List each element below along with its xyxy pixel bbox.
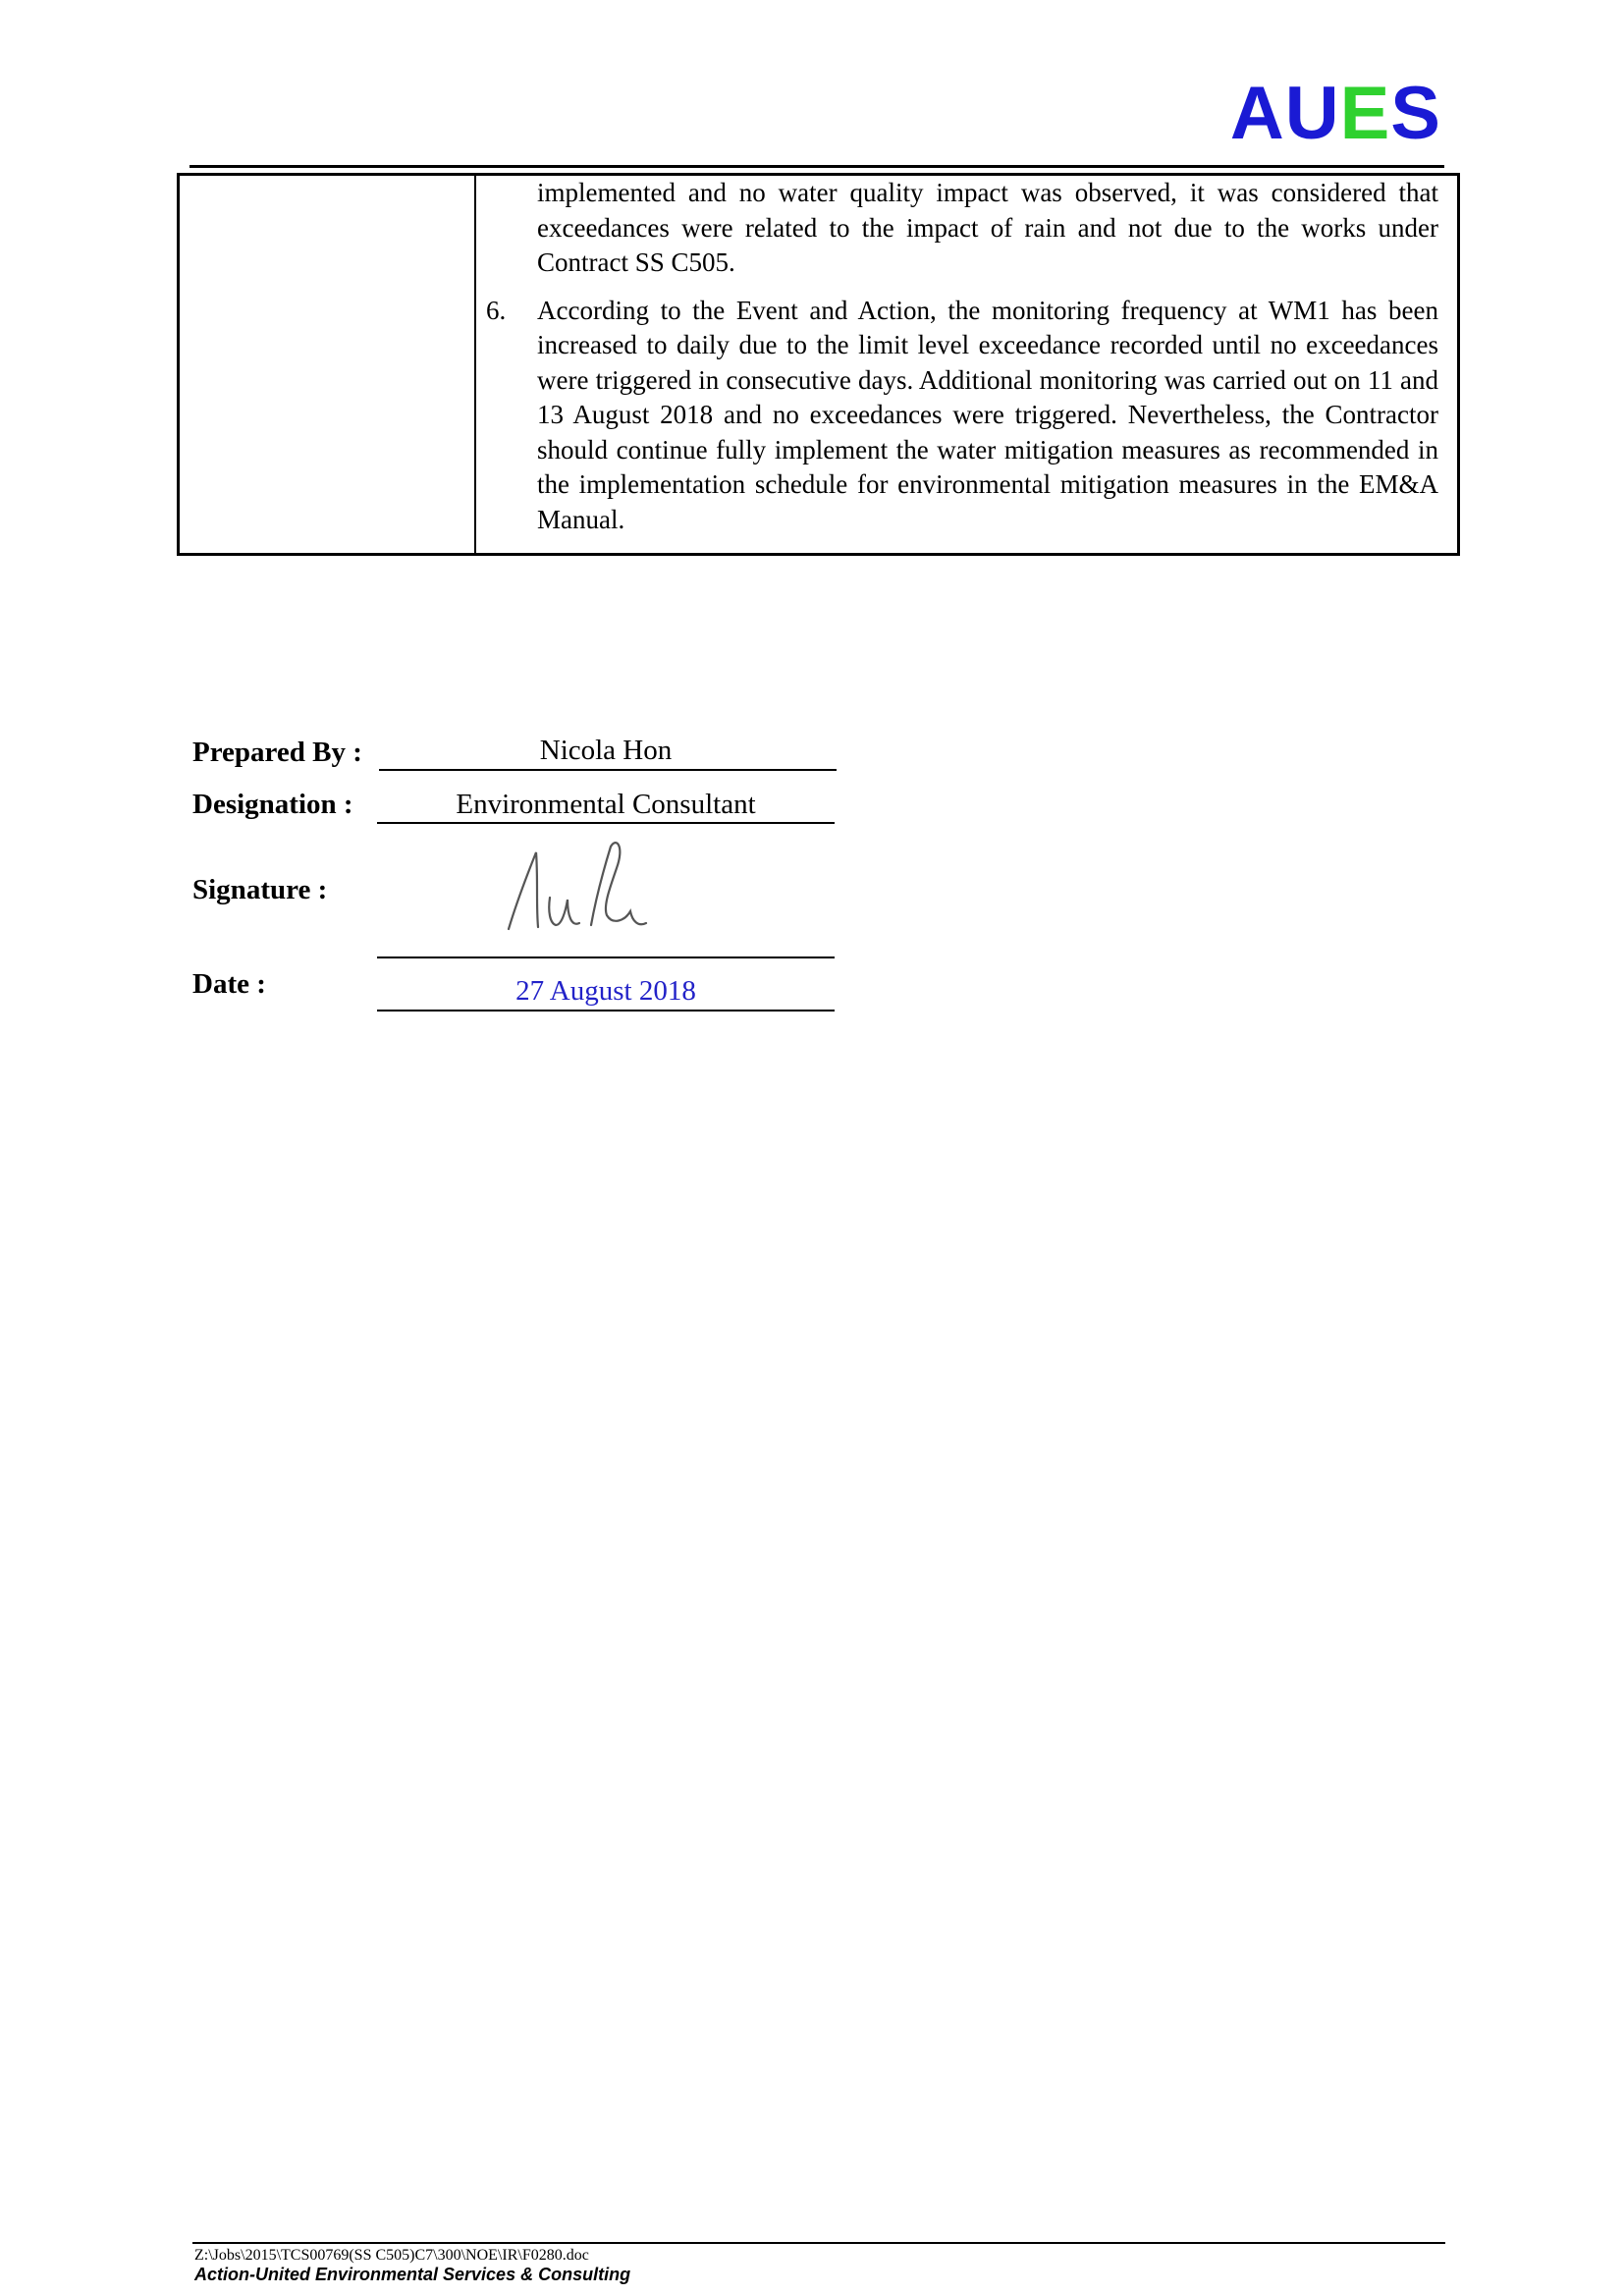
list-item-6: [486, 294, 1438, 538]
list-item-text: According to the Event and Action, the monitoring frequency at WM1 has been increased to daily due to the limit level exceedance recorded until no exceedances were triggered in consecutive days. Additional monitoring was carried out on 11 and 13 August 2018 and no exceedances were triggered. Nevertheless, the Contractor should continue fully implement the water mitigation measures as recommended in the implementation schedule for environmental mitigation measures in the EM&A Manual.: [537, 295, 1438, 534]
prepared-by-line: [379, 769, 837, 771]
date-line: [377, 1010, 835, 1011]
footer-rule: [192, 2242, 1445, 2244]
table-column-divider: [474, 176, 476, 553]
designation-label: Designation :: [192, 789, 353, 820]
content-table: [177, 173, 1460, 556]
date-value: 27 August 2018: [515, 975, 696, 1007]
table-cell-content: [486, 176, 1438, 537]
continuation-paragraph: implemented and no water quality impact was observed, it was considered that exceedances were related to the impact of rain and not due to the works under Contract SS C505.: [537, 178, 1438, 277]
footer-company-name: Action-United Environmental Services & Consulting: [194, 2265, 631, 2284]
signature-label: Signature :: [192, 874, 328, 905]
logo-letter-s: S: [1390, 72, 1441, 155]
date-label: Date :: [192, 968, 266, 1000]
prepared-by-label: Prepared By :: [192, 737, 362, 768]
designation-line: [377, 822, 835, 824]
signature-line: [377, 957, 835, 958]
prepared-by-value: Nicola Hon: [539, 735, 673, 766]
company-logo: [1229, 72, 1441, 155]
footer-file-path: Z:\Jobs\2015\TCS00769(SS C505)C7\300\NOE\IR\F0280.doc: [194, 2247, 589, 2264]
logo-letter-a: A: [1229, 72, 1285, 155]
designation-value: Environmental Consultant: [456, 789, 756, 820]
header-rule: [189, 165, 1444, 168]
handwritten-signature-image: [501, 833, 717, 941]
logo-letter-e: E: [1339, 72, 1391, 155]
list-item-number: 6.: [486, 295, 507, 325]
logo-letter-u: U: [1284, 72, 1340, 155]
